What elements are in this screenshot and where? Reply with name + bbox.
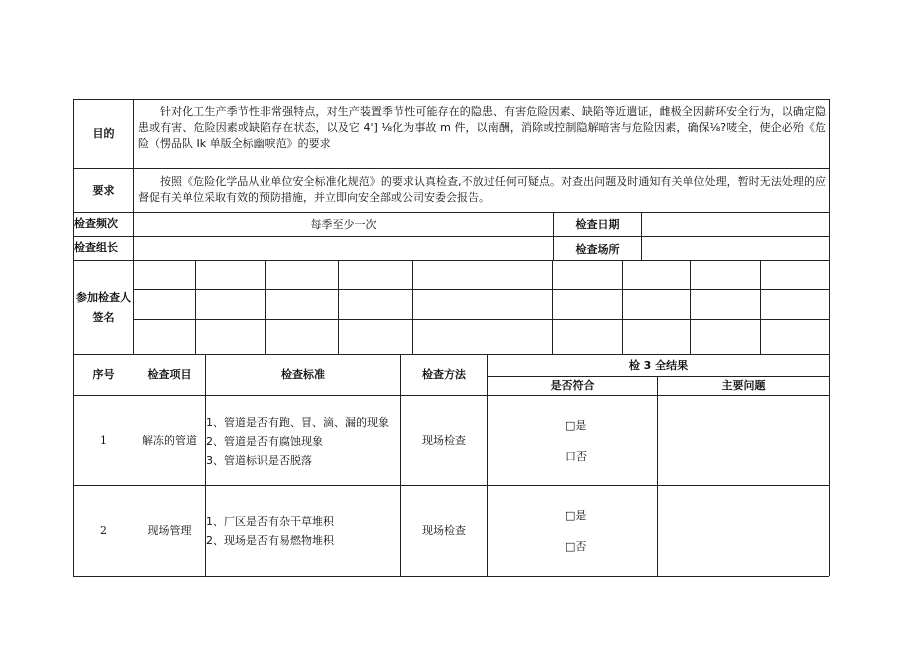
participants-label [74,261,133,354]
rule [73,576,829,577]
row-1-option-no[interactable]: 口否 [565,450,587,463]
row-2-standards [206,512,400,552]
rule [829,99,830,576]
header-seq: 序号 [92,368,115,381]
header-standard: 检查标准 [281,368,325,381]
header-result: 检 3 全结果 [628,358,689,372]
row-2-seq: 2 [100,524,107,537]
header-conform: 是否符合 [550,379,595,392]
rule [73,168,829,169]
purpose-text: 针对化工生产季节性非常强特点，对生产装置季节性可能存在的隐患、有害危险因素、缺陷等近遣证，雌极全因薪环安全行为，以确定隐患或有害、危险因素或缺陷存在状态，以及它 4'] ⅛化为事故 m 件，以南酬，消除或控制隐解暗害与危险因素，确保⅛?唛全，使企必殆《危险（愣品队 Ik 单版全标幽唳范》的要求 [138,105,826,150]
purpose-label: 目的 [92,127,115,140]
signature-area[interactable] [134,261,829,354]
place-label: 检查场所 [575,243,620,256]
requirement-label: 要求 [92,183,115,197]
row-2-option-no[interactable]: □否 [565,540,587,553]
row-2-item: 现场管理 [147,524,192,537]
leader-label: 检查组长 [74,241,118,254]
row-2-standard-1: 1、厂区是否有杂干草堆积 [206,515,334,528]
place-field[interactable] [642,237,828,260]
row-2-issues[interactable] [658,486,829,576]
header-item: 检查项目 [147,368,192,381]
row-1-issues[interactable] [658,396,829,485]
row-2-standard-2: 2、现场是否有易燃物堆积 [206,534,334,547]
requirement-text: 按照《危险化学品从业单位安全标准化规范》的要求认真检查,不放过任何可疑点。对查出问题及时通知有关单位处理，暂时无法处理的应督促有关单位采取有效的预防措施，并立即向安全部或公司安委会报告。 [138,175,826,204]
date-field[interactable] [642,213,828,236]
row-1-method: 现场检查 [422,433,466,447]
header-issues: 主要问题 [721,379,766,392]
leader-field[interactable] [134,237,553,260]
date-label: 检查日期 [575,217,620,231]
row-1-standard-1: 1、管道是否有跑、冒、滴、漏的现象 [206,416,389,429]
rule [73,99,829,100]
row-1-standard-2: 2、管道是否有腐蚀现象 [206,435,323,448]
row-2-option-yes[interactable]: □是 [565,509,587,522]
header-method: 检查方法 [422,368,466,381]
row-1-option-yes[interactable]: □是 [565,419,587,432]
frequency-label: 检查频次 [74,217,118,230]
frequency-value: 每季至少一次 [310,217,377,231]
participants-label-line2: 签名 [92,310,115,324]
row-2-method: 现场检查 [422,524,466,537]
row-1-item: 解冻的管道 [142,433,197,447]
participants-label-line1: 参加检查人 [76,290,131,304]
row-1-standard-3: 3、管道标识是否脱落 [206,454,312,467]
row-1-standards [206,413,400,473]
row-1-seq: 1 [100,433,107,447]
